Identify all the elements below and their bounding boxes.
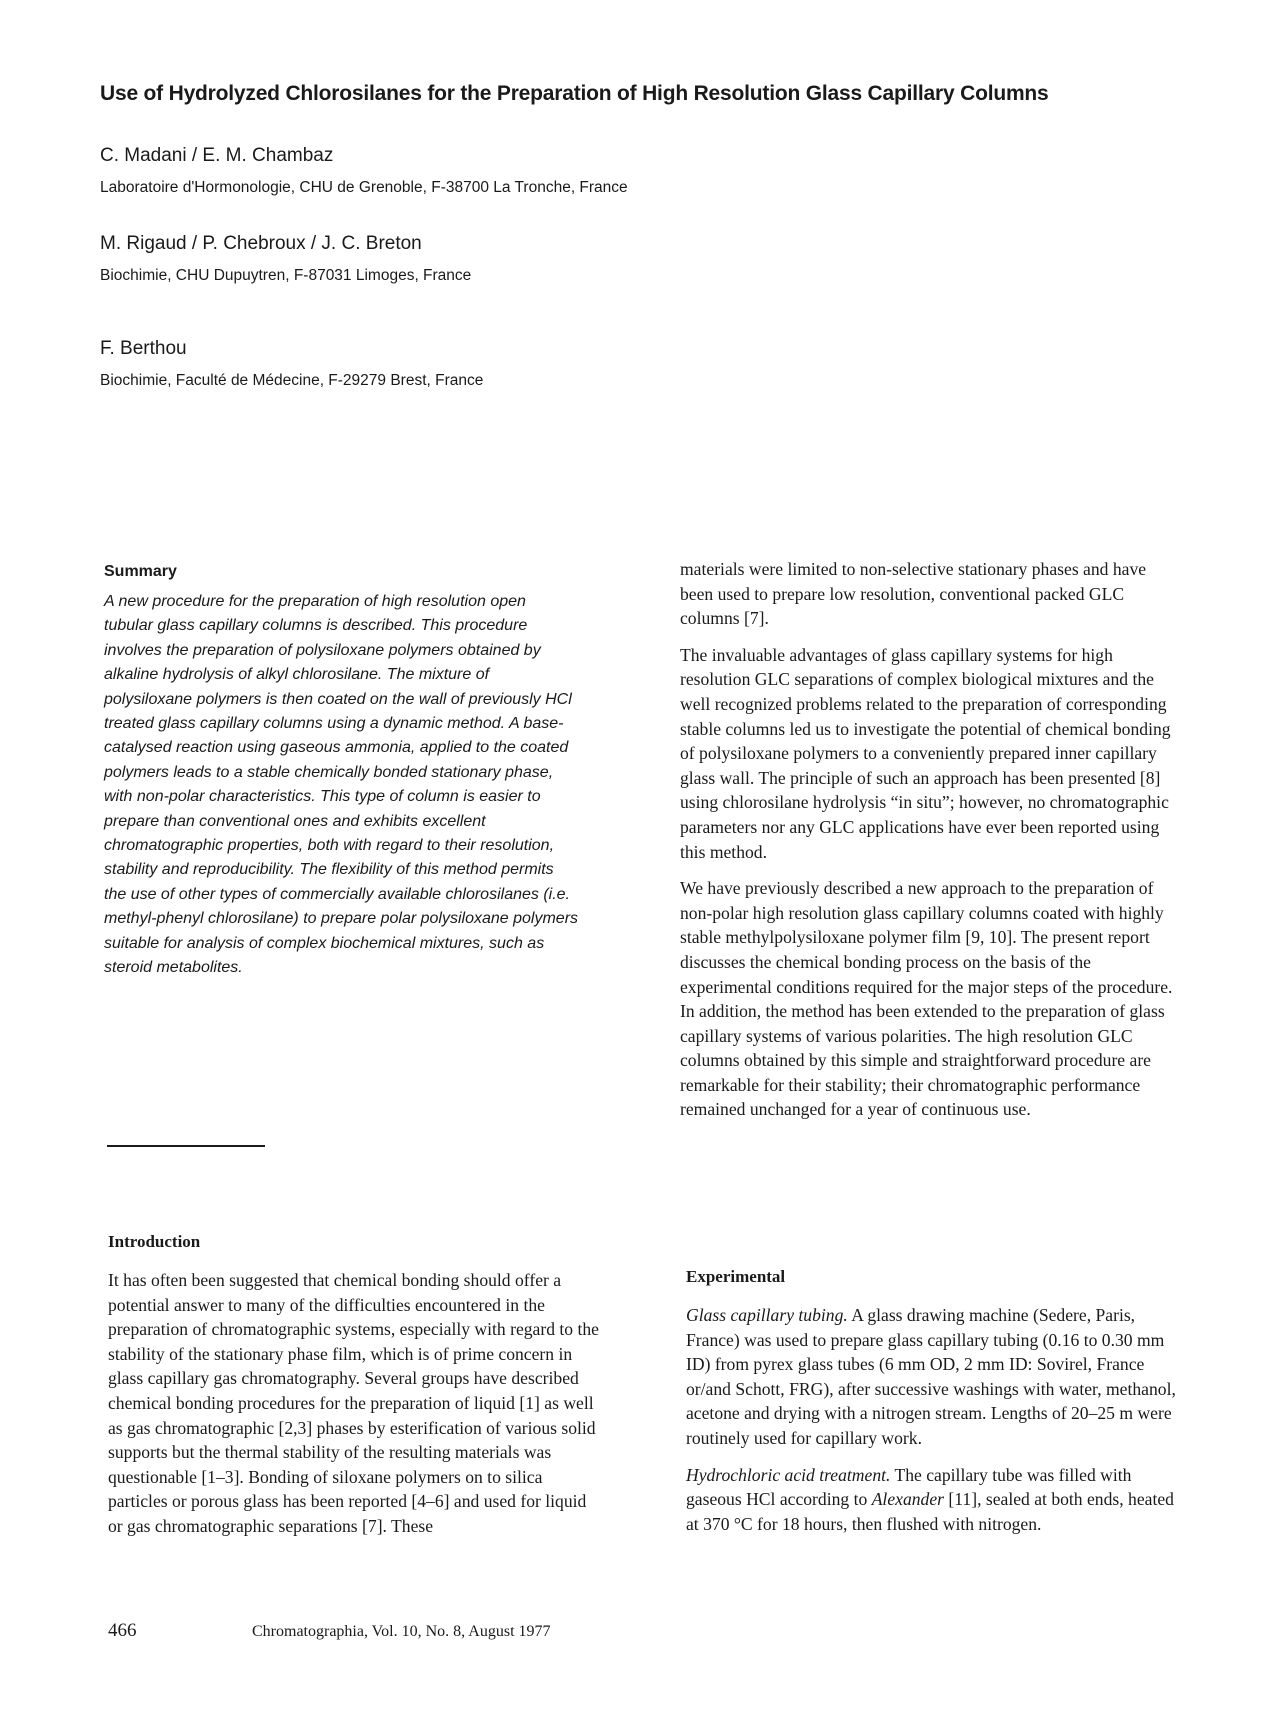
experimental-heading: Experimental [686,1267,786,1286]
author-names: F. Berthou [100,338,187,359]
paragraph-text: [11], sealed at both ends, heated at 370 °C for 18 hours, then flushed with nitrogen. [686,1489,1174,1534]
paragraph-text: The capillary tube was filled with gaseous HCl according to [686,1464,1132,1510]
hcl-treatment-paragraph [686,1463,1181,1537]
journal-citation: Chromatographia, Vol. 10, No. 8, August 1977 [252,1623,551,1640]
paper-title: Use of Hydrolyzed Chlorosilanes for the Preparation of High Resolution Glass Capillary Columns [100,82,1049,105]
author-names: C. Madani / E. M. Chambaz [100,145,334,166]
paragraph: materials were limited to non-selective stationary phases and have been used to prepare low resolution, conventional packed GLC columns [7]. [680,559,1147,629]
paragraph-text: A glass drawing machine (Sedere, Paris, France) was used to prepare glass capillary tubing (0.16 to 0.30 mm ID) from pyrex glass tubes (6 mm OD, 2 mm ID: Sovirel, France or/and Schott, FRG), after successive washings with water, methanol, acetone and drying with a nitrogen stream. Lengths of 20–25 m were routinely used for capillary work. [686,1305,1176,1448]
paragraph: We have previously described a new approach to the preparation of non-polar high resolution glass capillary columns coated with highly stable methylpolysiloxane polymer film [9, 10]. The present report discusses the chemical bonding process on the basis of the experimental conditions required for the major steps of the procedure. In addition, the method has been extended to the preparation of glass capillary systems of various polarities. The high resolution GLC columns obtained by this simple and straightforward procedure are remarkable for their stability; their chromatographic performance remained unchanged for a year of continuous use. [680,878,1173,1120]
author-block-1 [100,145,628,197]
author-affiliation: Biochimie, CHU Dupuytren, F-87031 Limoges, France [100,267,472,284]
author-block-2 [100,233,471,285]
experimental-body [686,1303,1181,1536]
author-names: M. Rigaud / P. Chebroux / J. C. Breton [100,233,422,254]
author-affiliation: Laboratoire d'Hormonologie, CHU de Grenoble, F-38700 La Tronche, France [100,179,628,196]
separator-rule [107,1145,265,1147]
author-affiliation: Biochimie, Faculté de Médecine, F-29279 Brest, France [100,372,484,389]
paragraph: The invaluable advantages of glass capillary systems for high resolution GLC separations of complex biological mixtures and the well recognized problems related to the preparation of corresponding stable columns led us to investigate the potential of chemical bonding of polysiloxane polymers to a conveniently prepared inner capillary glass wall. The principle of such an approach has been presented [8] using chlorosilane hydrolysis “in situ”; however, no chromatographic parameters nor any GLC applications have ever been reported using this method. [680,644,1171,862]
introduction-text: It has often been suggested that chemical bonding should offer a potential answer to many of the difficulties encountered in the preparation of chromatographic systems, especially with regard to the stability of the stationary phase film, which is of prime concern in glass capillary gas chromatography. Several groups have described chemical bonding procedures for the preparation of liquid [1] as well as gas chromatographic [2,3] phases by esterification of various solid supports but the thermal stability of the resulting materials was questionable [1–3]. Bonding of siloxane polymers on to silica particles or porous glass has been reported [4–6] and used for liquid or gas chromatographic separations [7]. These [108,1270,599,1536]
run-in-heading: Glass capillary tubing. [686,1305,848,1325]
run-in-heading: Hydrochloric acid treatment. [686,1464,891,1485]
glass-tubing-paragraph [686,1303,1181,1451]
summary-text: A new procedure for the preparation of high resolution open tubular glass capillary columns is described. This procedure involves the preparation of polysiloxane polymers obtained by alkaline hydrolysis of alkyl chlorosilane. The mixture of polysiloxane polymers is then coated on the wall of previously HCl treated glass capillary columns using a dynamic method. A base-catalysed reaction using gaseous ammonia, applied to the coated polymers leads to a stable chemically bonded stationary phase, with non-polar characteristics. This type of column is easier to prepare than conventional ones and exhibits excellent chromatographic properties, both with regard to their resolution, stability and reproducibility. The flexibility of this method permits the use of other types of commercially available chlorosilanes (i.e. methyl-phenyl chlorosilane) to prepare polar polysiloxane polymers suitable for analysis of complex biochemical mixtures, such as steroid metabolites. [104,593,579,977]
summary-heading: Summary [104,563,177,580]
page-number: 466 [108,1620,137,1641]
introduction-heading: Introduction [108,1232,201,1251]
author-block-3 [100,338,483,390]
right-column [680,557,1180,1122]
author-reference: Alexander [871,1489,944,1510]
